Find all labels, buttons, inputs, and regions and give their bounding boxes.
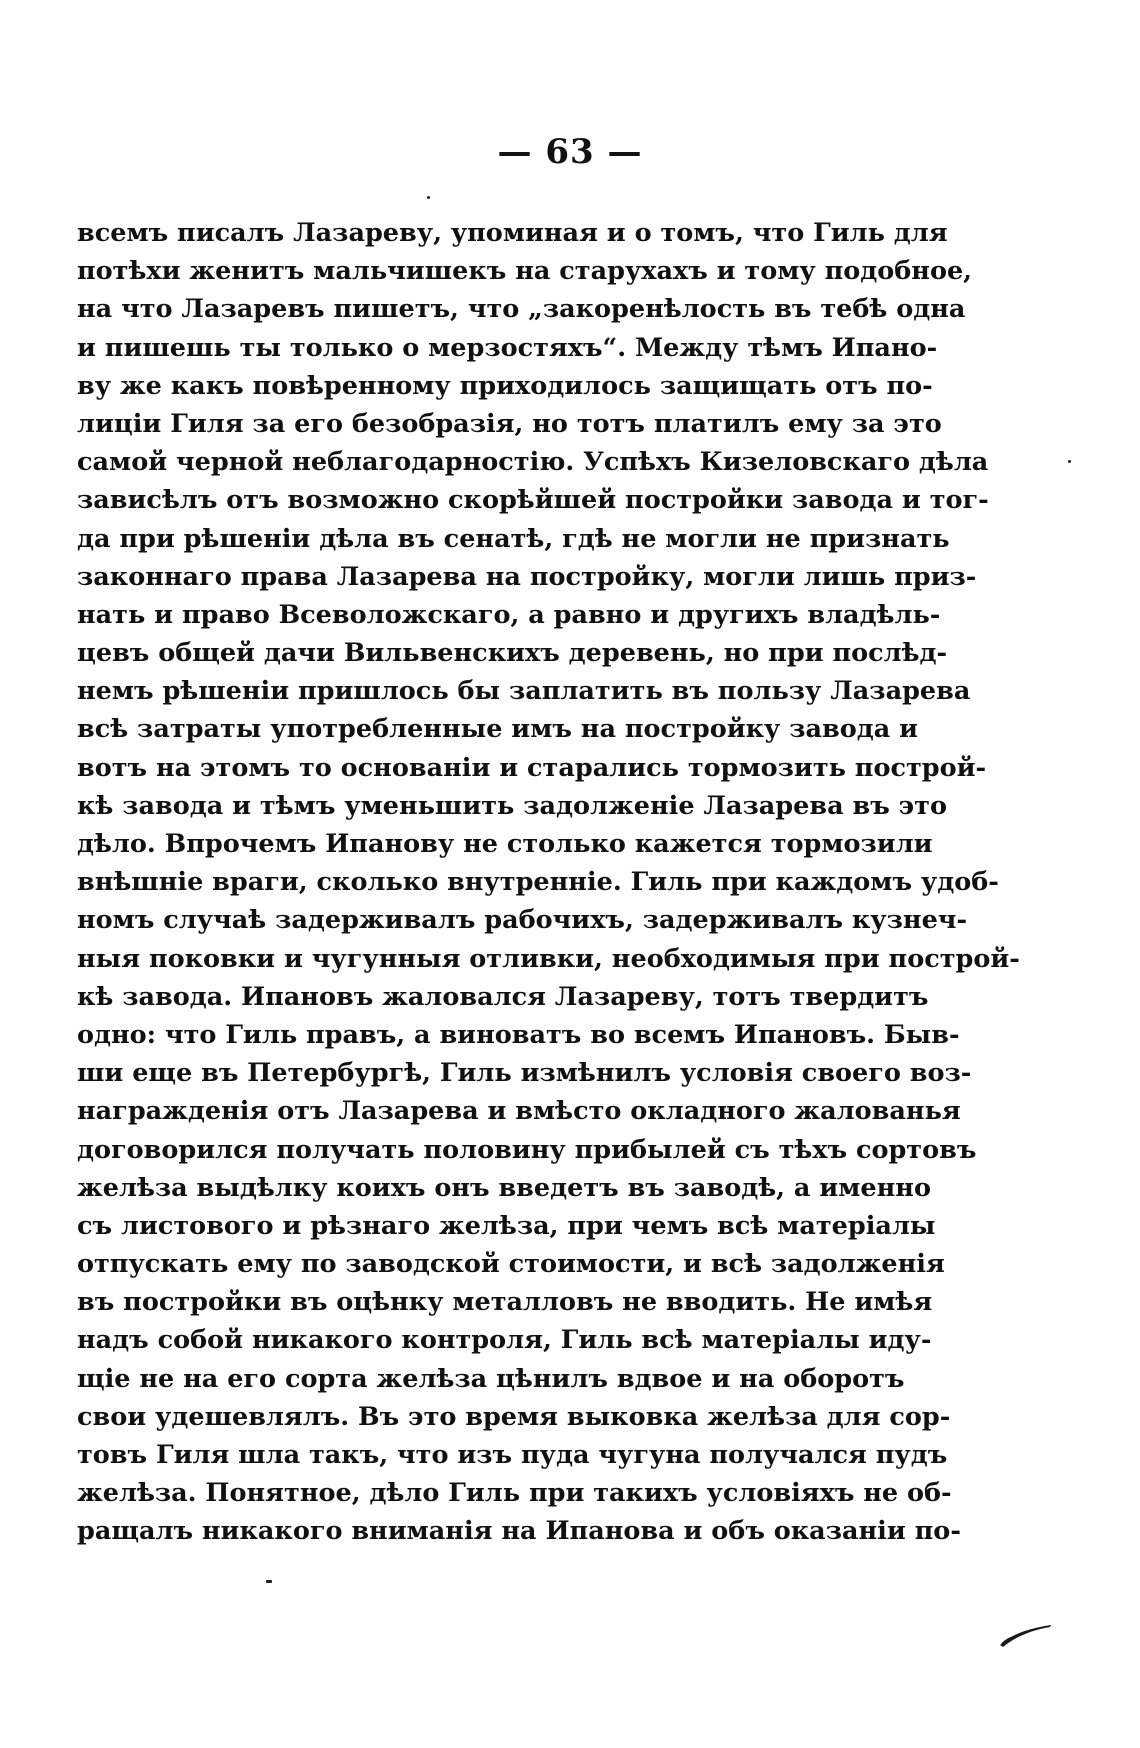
text-line: номъ случаѣ задерживалъ рабочихъ, задерживалъ кузнеч-	[77, 905, 968, 936]
text-line: кѣ завода и тѣмъ уменьшить задолженіе Лазарева въ это	[77, 790, 947, 821]
text-line: съ листового и рѣзнаго желѣза, при чемъ всѣ матеріалы	[77, 1210, 936, 1241]
text-line: нать и право Всеволожскаго, а равно и другихъ владѣль-	[77, 599, 941, 630]
text-line: всѣ затраты употребленные имъ на постройку завода и	[77, 714, 919, 745]
text-line: въ постройки въ оцѣнку металловъ не вводить. Не имѣя	[77, 1287, 933, 1318]
text-line: кѣ завода. Ипановъ жаловался Лазареву, тотъ твердитъ	[77, 981, 929, 1012]
text-line: ву же какъ повѣренному приходилось защищать отъ по-	[77, 370, 933, 401]
text-line: цевъ общей дачи Вильвенскихъ деревень, но при послѣд-	[77, 638, 948, 669]
text-line: ращалъ никакого вниманія на Ипанова и объ оказаніи по-	[77, 1516, 961, 1547]
text-line: желѣза выдѣлку коихъ онъ введетъ въ заводѣ, а именно	[77, 1172, 931, 1203]
text-block	[77, 214, 1020, 1551]
page-number: — 63 —	[497, 132, 643, 172]
scan-speck	[1068, 460, 1071, 463]
text-line: всемъ писалъ Лазареву, упоминая и о томъ, что Гиль для	[77, 218, 948, 248]
text-line: дѣло. Впрочемъ Ипанову не столько кажется тормозили	[77, 829, 933, 859]
scan-speck	[266, 1580, 272, 1583]
text-line: желѣза. Понятное, дѣло Гиль при такихъ условіяхъ не об-	[77, 1478, 952, 1509]
text-line: потѣхи женитъ мальчишекъ на старухахъ и тому подобное,	[77, 256, 973, 287]
text-line: самой черной неблагодарностію. Успѣхъ Кизеловскаго дѣла	[77, 447, 989, 478]
text-line: надъ собой никакого контроля, Гиль всѣ матеріалы иду-	[77, 1325, 932, 1356]
text-line: внѣшніе враги, сколько внутренніе. Гиль при каждомъ удоб-	[77, 867, 999, 898]
text-line: лиціи Гиля за его безобразія, но тотъ платилъ ему за это	[77, 408, 942, 439]
text-line: свои удешевлялъ. Въ это время выковка желѣза для сор-	[77, 1401, 951, 1432]
text-line: награжденія отъ Лазарева и вмѣсто окладного жалованья	[77, 1096, 961, 1127]
scan-speck	[427, 196, 430, 199]
text-line: договорился получать половину прибылей съ тѣхъ сортовъ	[77, 1134, 977, 1165]
text-line: отпускать ему по заводской стоимости, и всѣ задолженія	[77, 1249, 945, 1280]
text-line: щіе не на его сорта желѣза цѣнилъ вдвое и на оборотъ	[77, 1363, 905, 1394]
text-line: вотъ на этомъ то основаніи и старались тормозить построй-	[77, 752, 987, 783]
text-line: на что Лазаревъ пишетъ, что „закоренѣлость въ тебѣ одна	[77, 294, 966, 325]
text-line: законнаго права Лазарева на постройку, могли лишь приз-	[77, 561, 977, 592]
text-line: товъ Гиля шла такъ, что изъ пуда чугуна получался пудъ	[77, 1440, 948, 1470]
text-line: ныя поковки и чугунныя отливки, необходимыя при построй-	[77, 943, 1020, 974]
pen-stroke-mark	[998, 1618, 1054, 1648]
text-line: зависѣлъ отъ возможно скорѣйшей постройки завода и тог-	[77, 485, 989, 516]
text-line: ши еще въ Петербургѣ, Гиль измѣнилъ условія своего воз-	[77, 1058, 972, 1089]
text-line: одно: что Гиль правъ, а виноватъ во всемъ Ипановъ. Быв-	[77, 1019, 960, 1050]
text-line: и пишешь ты только о мерзостяхъ“. Между тѣмъ Ипано-	[77, 332, 938, 363]
text-line: да при рѣшеніи дѣла въ сенатѣ, гдѣ не могли не признать	[77, 523, 950, 554]
text-line: немъ рѣшеніи пришлось бы заплатить въ пользу Лазарева	[77, 676, 971, 707]
